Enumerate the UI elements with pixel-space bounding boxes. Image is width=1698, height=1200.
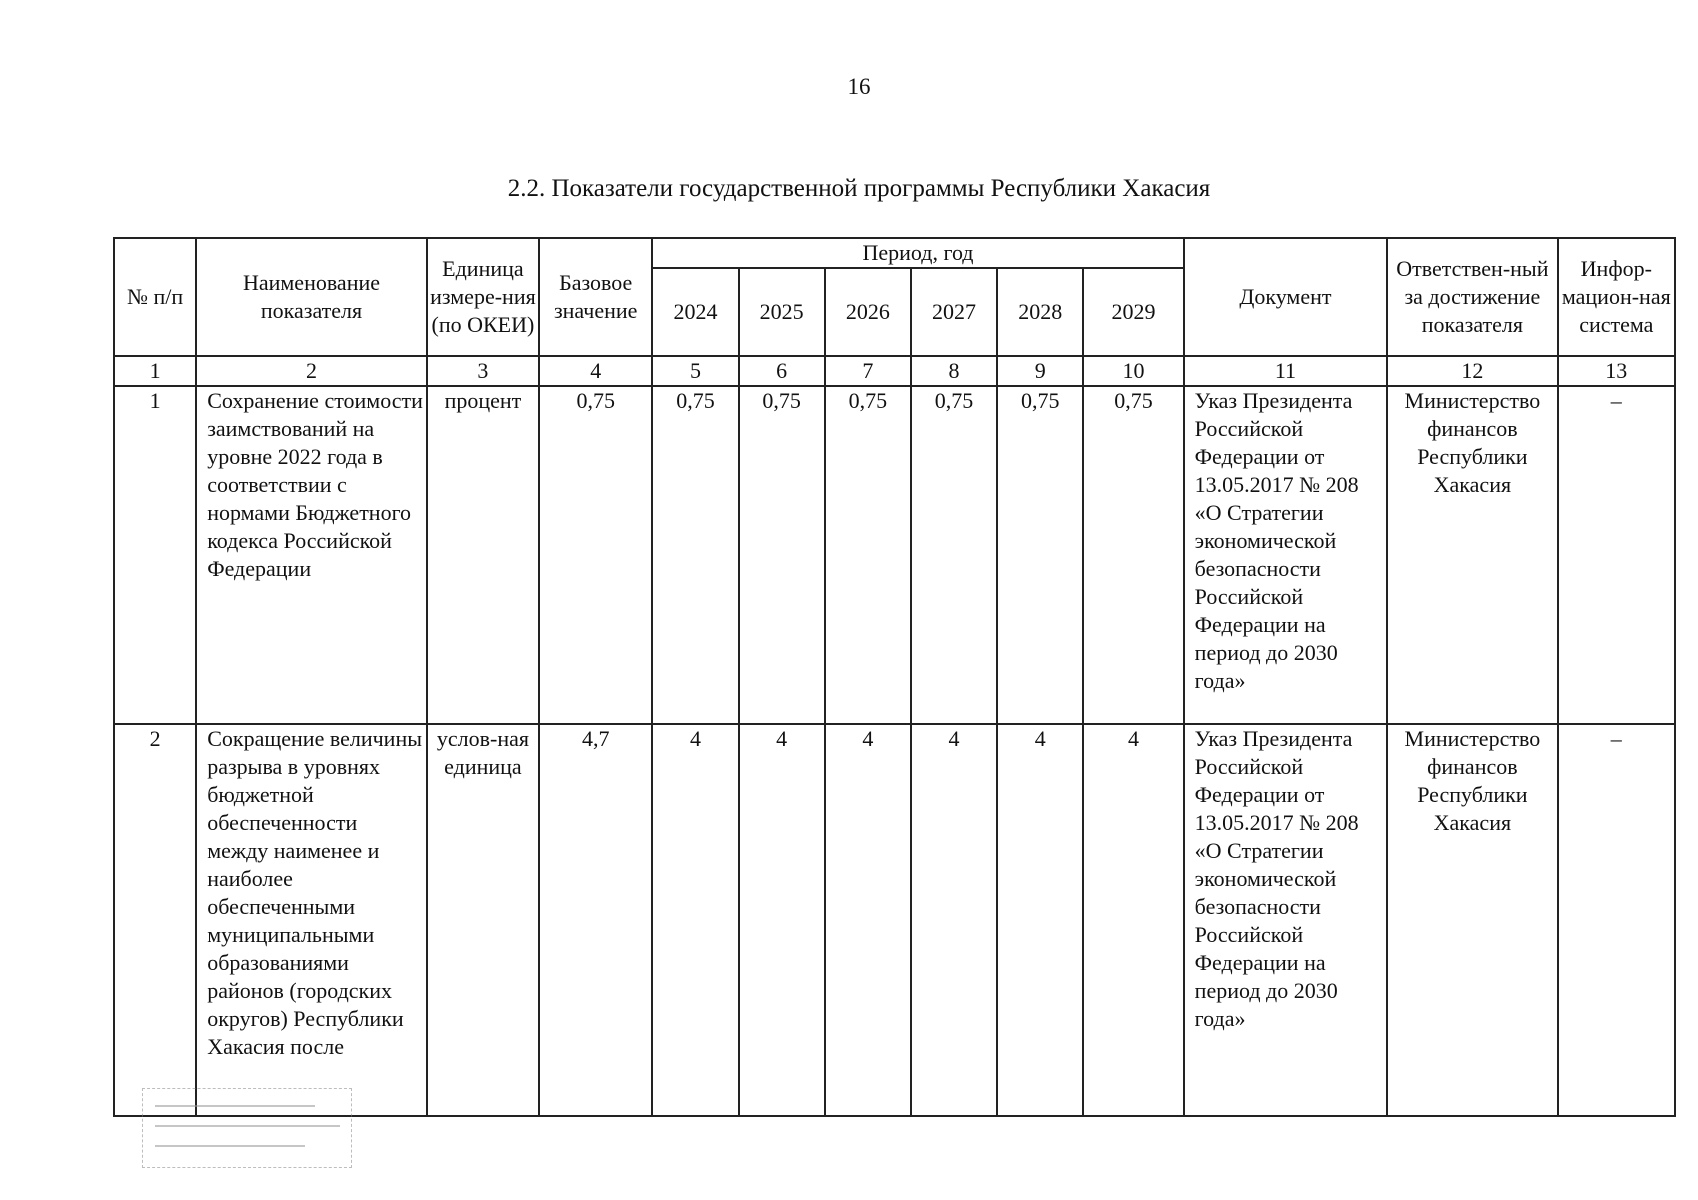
- row-num: 2: [114, 724, 196, 1116]
- year-value: 0,75: [911, 386, 997, 724]
- column-number: 4: [539, 356, 652, 386]
- page-number: 16: [847, 74, 871, 99]
- column-number: 5: [652, 356, 738, 386]
- table-row: [114, 386, 1675, 724]
- document-text: Указ Президента Российской Федерации от 13.05.2017 № 208 «О Стратегии экономической безопасности Российской Федерации на период до 2030 года»: [1184, 724, 1388, 1116]
- base-value: 0,75: [539, 386, 652, 724]
- indicator-unit: услов-ная единица: [427, 724, 539, 1116]
- column-number: 1: [114, 356, 196, 386]
- column-number: 9: [997, 356, 1083, 386]
- column-number: 13: [1558, 356, 1675, 386]
- header-year: 2025: [739, 268, 825, 356]
- header-responsible: Ответствен-ный за достижение показателя: [1387, 238, 1557, 356]
- year-value: 4: [911, 724, 997, 1116]
- header-year: 2028: [997, 268, 1083, 356]
- column-number: 8: [911, 356, 997, 386]
- column-number-row: [114, 356, 1675, 386]
- document-text: Указ Президента Российской Федерации от 13.05.2017 № 208 «О Стратегии экономической безопасности Российской Федерации на период до 2030 года»: [1184, 386, 1388, 724]
- indicator-name: Сохранение стоимости заимствований на уровне 2022 года в соответствии с нормами Бюджетного кодекса Российской Федерации: [196, 386, 427, 724]
- year-value: 4: [825, 724, 911, 1116]
- header-year: 2029: [1083, 268, 1183, 356]
- header-num: № п/п: [114, 238, 196, 356]
- header-name: Наименование показателя: [196, 238, 427, 356]
- header-row-1: [114, 238, 1675, 268]
- page-title: 2.2. Показатели государственной программы Республики Хакасия: [507, 175, 1211, 202]
- year-value: 4: [652, 724, 738, 1116]
- responsible-text: Министерство финансов Республики Хакасия: [1387, 386, 1557, 724]
- year-value: 4: [1083, 724, 1183, 1116]
- header-infosystem: Инфор-мацион-ная система: [1558, 238, 1675, 356]
- header-year: 2024: [652, 268, 738, 356]
- year-value: 4: [739, 724, 825, 1116]
- year-value: 0,75: [1083, 386, 1183, 724]
- column-number: 12: [1387, 356, 1557, 386]
- infosystem-text: –: [1558, 386, 1675, 724]
- header-unit: Единица измере-ния (по ОКЕИ): [427, 238, 539, 356]
- year-value: 0,75: [739, 386, 825, 724]
- header-base: Базовое значение: [539, 238, 652, 356]
- infosystem-text: –: [1558, 724, 1675, 1116]
- approval-stamp: [142, 1088, 352, 1168]
- table-row: [114, 724, 1675, 1116]
- column-number: 10: [1083, 356, 1183, 386]
- header-year: 2027: [911, 268, 997, 356]
- year-value: 0,75: [652, 386, 738, 724]
- column-number: 11: [1184, 356, 1388, 386]
- indicator-name: Сокращение величины разрыва в уровнях бюджетной обеспеченности между наименее и наиболее обеспеченными муниципальными образованиями районов (городских округов) Республики Хакасия после: [196, 724, 427, 1116]
- year-value: 0,75: [825, 386, 911, 724]
- year-value: 0,75: [997, 386, 1083, 724]
- row-num: 1: [114, 386, 196, 724]
- base-value: 4,7: [539, 724, 652, 1116]
- header-document: Документ: [1184, 238, 1388, 356]
- column-number: 6: [739, 356, 825, 386]
- header-period: Период, год: [652, 238, 1183, 268]
- responsible-text: Министерство финансов Республики Хакасия: [1387, 724, 1557, 1116]
- indicator-unit: процент: [427, 386, 539, 724]
- indicators-table: [113, 237, 1676, 1117]
- header-year: 2026: [825, 268, 911, 356]
- column-number: 7: [825, 356, 911, 386]
- year-value: 4: [997, 724, 1083, 1116]
- column-number: 3: [427, 356, 539, 386]
- column-number: 2: [196, 356, 427, 386]
